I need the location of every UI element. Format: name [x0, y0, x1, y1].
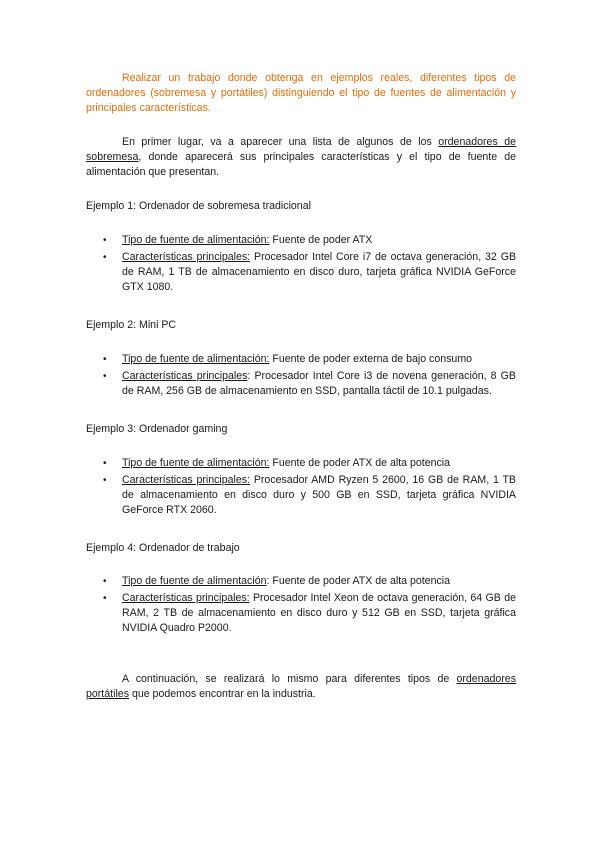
example-2-title: Ejemplo 2: Mini PC — [86, 319, 177, 331]
laptop-intro-paragraph — [86, 672, 516, 702]
item-text: Procesador Intel Xeon de octava generación, 64 GB de RAM, 2 TB de almacenamiento en disco duro y 512 GB en SSD, tarjeta gráfica NVIDIA Quadro P2000. — [122, 592, 516, 634]
desktop-link-text: ordenadores de sobremesa — [86, 136, 516, 163]
item-text: : Fuente de poder ATX de alta potencia — [266, 575, 451, 587]
item-label: Tipo de fuente de alimentación — [122, 575, 267, 587]
item-label: Tipo de fuente de alimentación: — [122, 353, 270, 365]
example-3-list — [86, 456, 516, 518]
list-item — [86, 352, 516, 367]
bullet-icon: • — [103, 371, 107, 382]
item-label: Tipo de fuente de alimentación: — [122, 234, 270, 246]
example-1-list — [86, 233, 516, 295]
intro-text: Realizar un trabajo donde obtenga en ejemplos reales, diferentes tipos de ordenadores (sobremesa y portátiles) distinguiendo el tipo de fuentes de alimentación y principales características. — [86, 72, 516, 114]
example-1-title: Ejemplo 1: Ordenador de sobremesa tradicional — [86, 200, 311, 212]
bullet-icon: • — [103, 593, 107, 604]
item-label: Características principales: — [122, 592, 250, 604]
item-text: Procesador Intel Core i7 de octava generación, 32 GB de RAM, 1 TB de almacenamiento en disco duro, tarjeta gráfica NVIDIA GeForce GTX 1080. — [122, 251, 517, 293]
bullet-icon: • — [103, 458, 107, 469]
item-label: Tipo de fuente de alimentación: — [122, 457, 270, 469]
para2-after: que podemos encontrar en la industria. — [129, 688, 316, 700]
list-item — [86, 473, 516, 518]
para1-before: En primer lugar, va a aparecer una lista de algunos de los — [122, 136, 439, 148]
item-label: Características principales — [122, 370, 248, 382]
item-label: Características principales: — [122, 251, 251, 263]
bullet-icon: • — [103, 475, 107, 486]
example-2-list — [86, 352, 516, 399]
bullet-icon: • — [103, 252, 107, 263]
item-text: Fuente de poder externa de bajo consumo — [269, 353, 473, 365]
laptop-link-text: ordenadores portátiles — [86, 673, 516, 700]
item-text: Fuente de poder ATX de alta potencia — [269, 457, 451, 469]
bullet-icon: • — [103, 235, 107, 246]
para2-before: A continuación, se realizará lo mismo para diferentes tipos de — [122, 673, 457, 685]
item-text: Procesador AMD Ryzen 5 2600, 16 GB de RAM, 1 TB de almacenamiento en disco duro y 500 GB en SSD, tarjeta gráfica NVIDIA GeForce RTX 2060. — [122, 474, 517, 516]
list-item — [86, 591, 516, 636]
list-item — [86, 250, 516, 295]
item-text: Fuente de poder ATX — [269, 234, 373, 246]
bullet-icon: • — [103, 354, 107, 365]
example-4-list — [86, 574, 516, 636]
desktop-intro-paragraph — [86, 135, 516, 180]
example-4-title: Ejemplo 4: Ordenador de trabajo — [86, 542, 240, 554]
list-item — [86, 574, 516, 589]
list-item — [86, 369, 516, 399]
list-item — [86, 233, 516, 248]
intro-paragraph — [86, 71, 516, 116]
item-text: : Procesador Intel Core i3 de novena generación, 8 GB de RAM, 256 GB de almacenamiento en SSD, pantalla táctil de 10.1 pulgadas. — [122, 370, 516, 397]
para1-after: , donde aparecerá sus principales características y el tipo de fuente de alimentación que presentan. — [86, 151, 516, 178]
bullet-icon: • — [103, 576, 107, 587]
list-item — [86, 456, 516, 471]
item-label: Características principales: — [122, 474, 251, 486]
example-3-title: Ejemplo 3: Ordenador gaming — [86, 423, 228, 435]
